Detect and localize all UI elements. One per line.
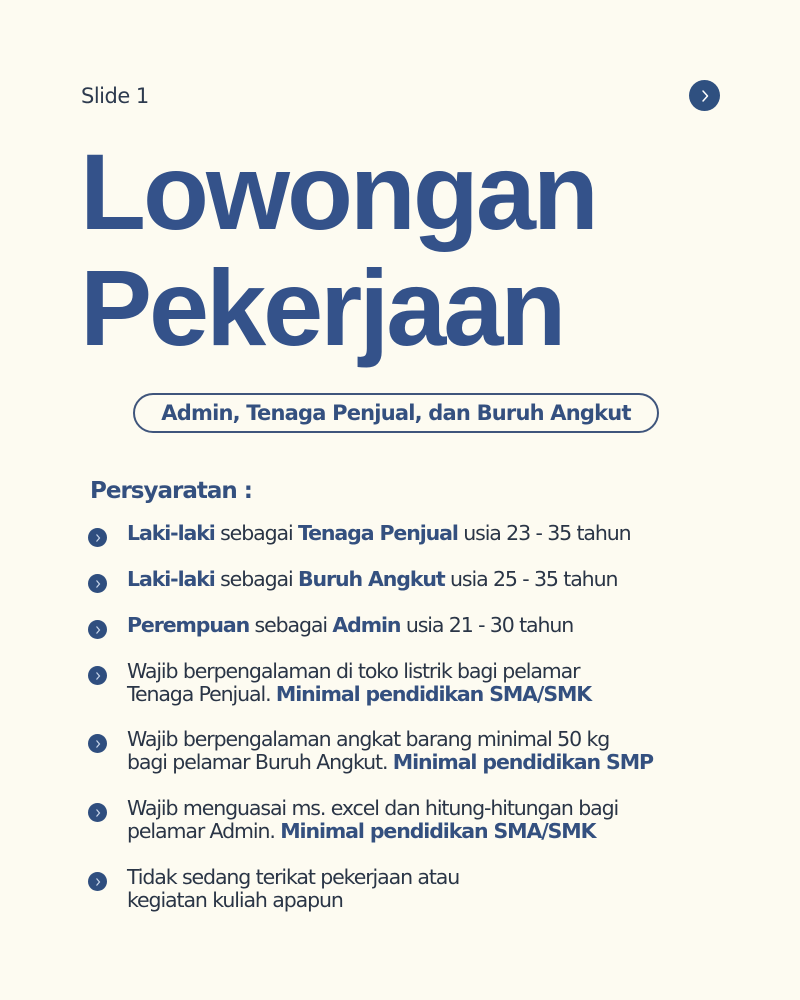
requirements-heading: Persyaratan : xyxy=(90,478,252,504)
item-text xyxy=(127,660,591,706)
normal-text: sebagai xyxy=(214,567,298,591)
bold-text: Perempuan xyxy=(127,613,250,637)
bold-text: Minimal pendidikan SMP xyxy=(392,750,653,774)
normal-text: kegiatan kuliah apapun xyxy=(127,888,343,912)
item-text xyxy=(127,728,653,774)
list-item xyxy=(88,614,768,660)
next-slide-button[interactable] xyxy=(689,80,720,111)
list-item xyxy=(88,660,768,728)
chevron-right-circle-icon xyxy=(88,872,107,891)
normal-text: Tidak sedang terikat pekerjaan atau xyxy=(127,865,460,889)
chevron-right-circle-icon xyxy=(88,803,107,822)
bold-text: Tenaga Penjual xyxy=(297,521,458,545)
normal-text: Wajib berpengalaman di toko listrik bagi pelamar xyxy=(127,659,580,683)
bold-text: Laki-laki xyxy=(127,521,215,545)
bold-text: Minimal pendidikan SMA/SMK xyxy=(280,819,596,843)
list-item xyxy=(88,866,768,934)
normal-text: sebagai xyxy=(214,521,298,545)
item-text xyxy=(127,568,617,591)
slide-label: Slide 1 xyxy=(81,84,149,108)
chevron-right-circle-icon xyxy=(88,666,107,685)
chevron-right-circle-icon xyxy=(88,574,107,593)
normal-text: sebagai xyxy=(249,613,333,637)
list-item xyxy=(88,522,768,568)
bold-text: Laki-laki xyxy=(127,567,215,591)
normal-text: usia 23 - 35 tahun xyxy=(457,521,631,545)
normal-text: usia 21 - 30 tahun xyxy=(400,613,574,637)
list-item xyxy=(88,797,768,866)
page-title xyxy=(80,131,596,368)
item-text xyxy=(127,614,573,637)
normal-text: bagi pelamar Buruh Angkut. xyxy=(127,750,393,774)
chevron-right-icon xyxy=(699,89,711,103)
chevron-right-circle-icon xyxy=(88,620,107,639)
normal-text: Wajib berpengalaman angkat barang minimal 50 kg xyxy=(127,727,610,751)
item-text xyxy=(127,797,618,843)
bold-text: Admin xyxy=(332,613,401,637)
bold-text: Minimal pendidikan SMA/SMK xyxy=(275,682,592,706)
positions-text: Admin, Tenaga Penjual, dan Buruh Angkut xyxy=(161,401,631,425)
item-text xyxy=(127,866,459,912)
list-item xyxy=(88,568,768,614)
title-line-2: Pekerjaan xyxy=(80,247,564,368)
title-line-1: Lowongan xyxy=(80,131,596,252)
requirements-list xyxy=(88,522,768,934)
chevron-right-circle-icon xyxy=(88,734,107,753)
chevron-right-circle-icon xyxy=(88,528,107,547)
positions-badge xyxy=(133,393,659,433)
normal-text: pelamar Admin. xyxy=(127,819,281,843)
list-item xyxy=(88,728,768,797)
item-text xyxy=(127,522,631,545)
bold-text: Buruh Angkut xyxy=(297,567,445,591)
normal-text: Tenaga Penjual. xyxy=(127,682,276,706)
normal-text: Wajib menguasai ms. excel dan hitung-hitungan bagi xyxy=(127,796,619,820)
normal-text: usia 25 - 35 tahun xyxy=(444,567,618,591)
